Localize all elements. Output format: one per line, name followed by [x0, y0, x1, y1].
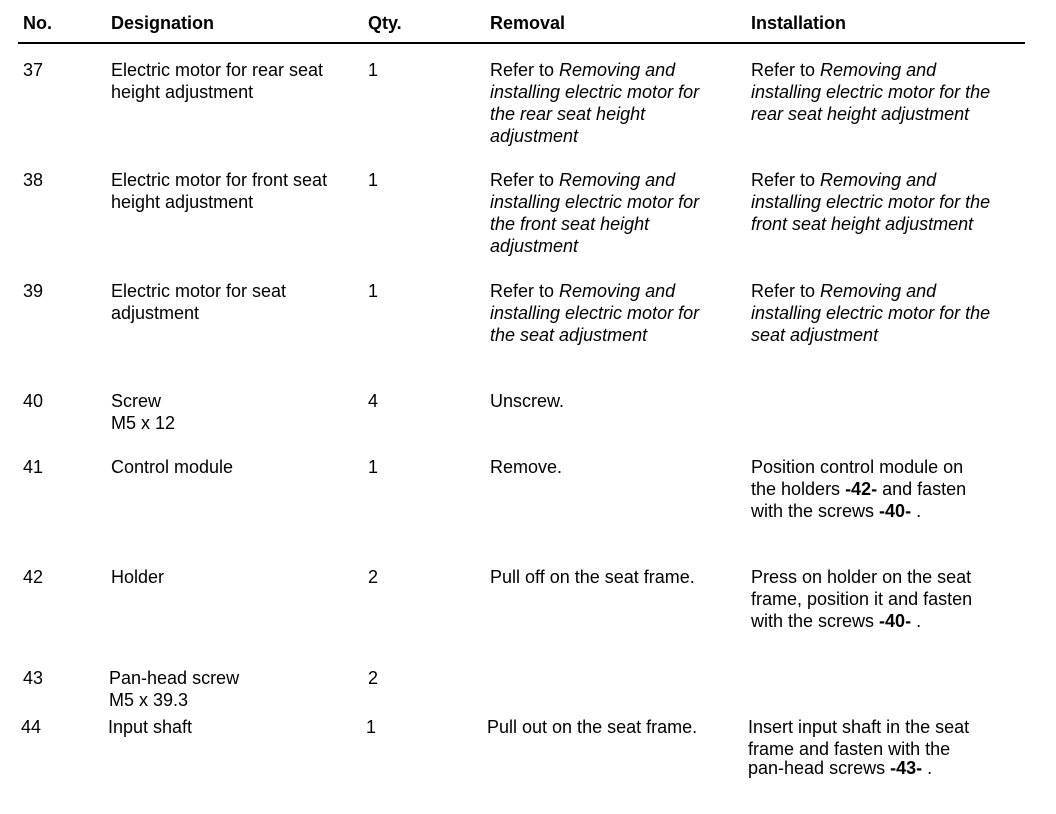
refer-text: Refer to — [751, 281, 816, 301]
reference-link: Removing and — [559, 281, 676, 301]
reference-link: Removing and — [559, 60, 676, 80]
item-reference: -42- — [845, 479, 878, 499]
item-reference: -40- — [879, 611, 912, 631]
designation-line: height adjustment — [111, 192, 254, 212]
row-installation — [751, 169, 990, 235]
row-qty: 1 — [368, 281, 379, 301]
refer-text: Refer to — [490, 281, 555, 301]
row-no: 38 — [23, 170, 44, 190]
designation-line: height adjustment — [111, 82, 254, 102]
installation-text: pan-head screws — [748, 758, 891, 778]
row-qty: 4 — [368, 391, 379, 411]
row-installation — [751, 456, 966, 522]
designation-line: M5 x 39.3 — [109, 690, 189, 710]
row-no: 40 — [23, 391, 44, 411]
installation-line: Position control module on — [751, 457, 964, 477]
header-qty: Qty. — [368, 13, 402, 33]
refer-text: Refer to — [490, 60, 555, 80]
row-installation — [751, 280, 990, 346]
designation-line: Pan-head screw — [109, 668, 240, 688]
reference-line: front seat height adjustment — [751, 214, 974, 234]
header-no: No. — [23, 13, 52, 33]
row-installation — [751, 566, 972, 632]
row-no: 42 — [23, 567, 44, 587]
reference-line: installing electric motor for the — [751, 192, 991, 212]
installation-text: . — [922, 758, 933, 778]
installation-text: with the screws — [751, 611, 880, 631]
reference-line: installing electric motor for — [490, 303, 700, 323]
designation-line: M5 x 12 — [111, 413, 176, 433]
row-no: 39 — [23, 281, 44, 301]
installation-text: with the screws — [751, 501, 880, 521]
reference-link: Removing and — [559, 170, 676, 190]
reference-line: the seat adjustment — [490, 325, 648, 345]
designation-line: Holder — [111, 567, 165, 587]
installation-text: . — [911, 611, 922, 631]
row-designation — [111, 456, 233, 478]
row-designation — [111, 280, 286, 324]
designation-line: Electric motor for rear seat — [111, 60, 324, 80]
row-removal: Unscrew. — [490, 391, 565, 411]
header-installation: Installation — [751, 13, 847, 33]
reference-line: seat adjustment — [751, 325, 879, 345]
installation-line: Press on holder on the seat — [751, 567, 972, 587]
row-installation — [751, 59, 990, 125]
installation-line — [751, 478, 966, 500]
row-qty: 1 — [366, 717, 377, 737]
installation-text: and fasten — [877, 479, 967, 499]
item-reference: -40- — [879, 501, 912, 521]
row-removal: Pull out on the seat frame. — [487, 717, 698, 737]
reference-line: installing electric motor for — [490, 82, 700, 102]
header-divider — [18, 42, 1025, 44]
row-designation — [111, 390, 175, 434]
header-removal: Removal — [490, 13, 566, 33]
designation-line: adjustment — [111, 303, 200, 323]
reference-link: Removing and — [820, 170, 937, 190]
reference-line: adjustment — [490, 236, 579, 256]
row-installation — [748, 716, 969, 779]
reference-line: installing electric motor for the — [751, 303, 991, 323]
designation-line: Electric motor for front seat — [111, 170, 328, 190]
header-designation: Designation — [111, 13, 215, 33]
reference-line: rear seat height adjustment — [751, 104, 970, 124]
row-removal — [490, 169, 699, 257]
installation-line: frame, position it and fasten — [751, 589, 973, 609]
row-designation — [109, 667, 239, 711]
installation-line: frame and fasten with the — [748, 739, 951, 759]
installation-text: . — [911, 501, 922, 521]
designation-line: Electric motor for seat — [111, 281, 287, 301]
reference-line: adjustment — [490, 126, 579, 146]
row-removal: Pull off on the seat frame. — [490, 567, 695, 587]
row-qty: 1 — [368, 60, 379, 80]
installation-line — [748, 757, 969, 779]
installation-line — [751, 500, 966, 522]
row-no: 37 — [23, 60, 44, 80]
row-no: 43 — [23, 668, 44, 688]
reference-line: installing electric motor for — [490, 192, 700, 212]
reference-link: Removing and — [820, 60, 937, 80]
installation-line — [751, 610, 972, 632]
row-removal: Remove. — [490, 457, 563, 477]
row-no: 41 — [23, 457, 44, 477]
row-qty: 2 — [368, 668, 379, 688]
refer-text: Refer to — [490, 170, 555, 190]
row-no: 44 — [21, 717, 42, 737]
installation-text: the holders — [751, 479, 846, 499]
reference-line: the rear seat height — [490, 104, 646, 124]
row-removal — [490, 59, 699, 147]
installation-line: Insert input shaft in the seat — [748, 717, 970, 737]
reference-line: the front seat height — [490, 214, 650, 234]
reference-link: Removing and — [820, 281, 937, 301]
row-designation — [111, 566, 164, 588]
row-qty: 2 — [368, 567, 379, 587]
item-reference: -43- — [890, 758, 923, 778]
designation-line: Input shaft — [108, 717, 193, 737]
reference-line: installing electric motor for the — [751, 82, 991, 102]
row-removal — [490, 280, 699, 346]
row-designation — [108, 716, 192, 738]
row-designation — [111, 169, 327, 213]
row-qty: 1 — [368, 170, 379, 190]
designation-line: Screw — [111, 391, 162, 411]
row-qty: 1 — [368, 457, 379, 477]
refer-text: Refer to — [751, 170, 816, 190]
designation-line: Control module — [111, 457, 234, 477]
row-designation — [111, 59, 323, 103]
refer-text: Refer to — [751, 60, 816, 80]
